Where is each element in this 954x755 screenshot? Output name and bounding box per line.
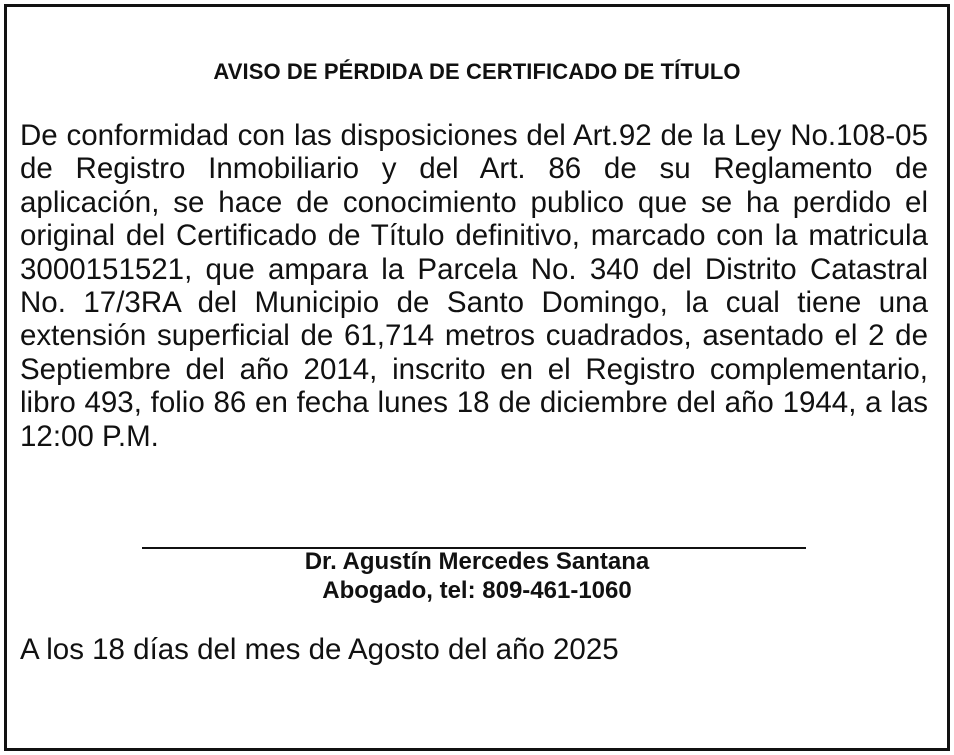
notice-date: A los 18 días del mes de Agosto del año 2025 (20, 633, 619, 666)
notice-title: AVISO DE PÉRDIDA DE CERTIFICADO DE TÍTULO (213, 59, 741, 84)
notice-body: De conformidad con las disposiciones del Art.92 de la Ley No.108-05 de Registro Inmobiliario y del Art. 86 de su Reglamento de aplicación, se hace de conocimiento publico que se ha perdido el original del Certificado de Título definitivo, marcado con la matricula 3000151521, que ampara la Parcela No. 340 del Distrito Catastral No. 17/3RA del Municipio de Santo Domingo, la cual tiene una extensión superficial de 61,714 metros cuadrados, asentado el 2 de Septiembre del año 2014, inscrito en el Registro complementario, libro 493, folio 86 en fecha lunes 18 de diciembre del año 1944, a las 12:00 P.M. (20, 119, 928, 453)
signer-name: Dr. Agustín Mercedes Santana (304, 548, 650, 575)
signer-title: Abogado, tel: 809-461-1060 (322, 577, 632, 604)
